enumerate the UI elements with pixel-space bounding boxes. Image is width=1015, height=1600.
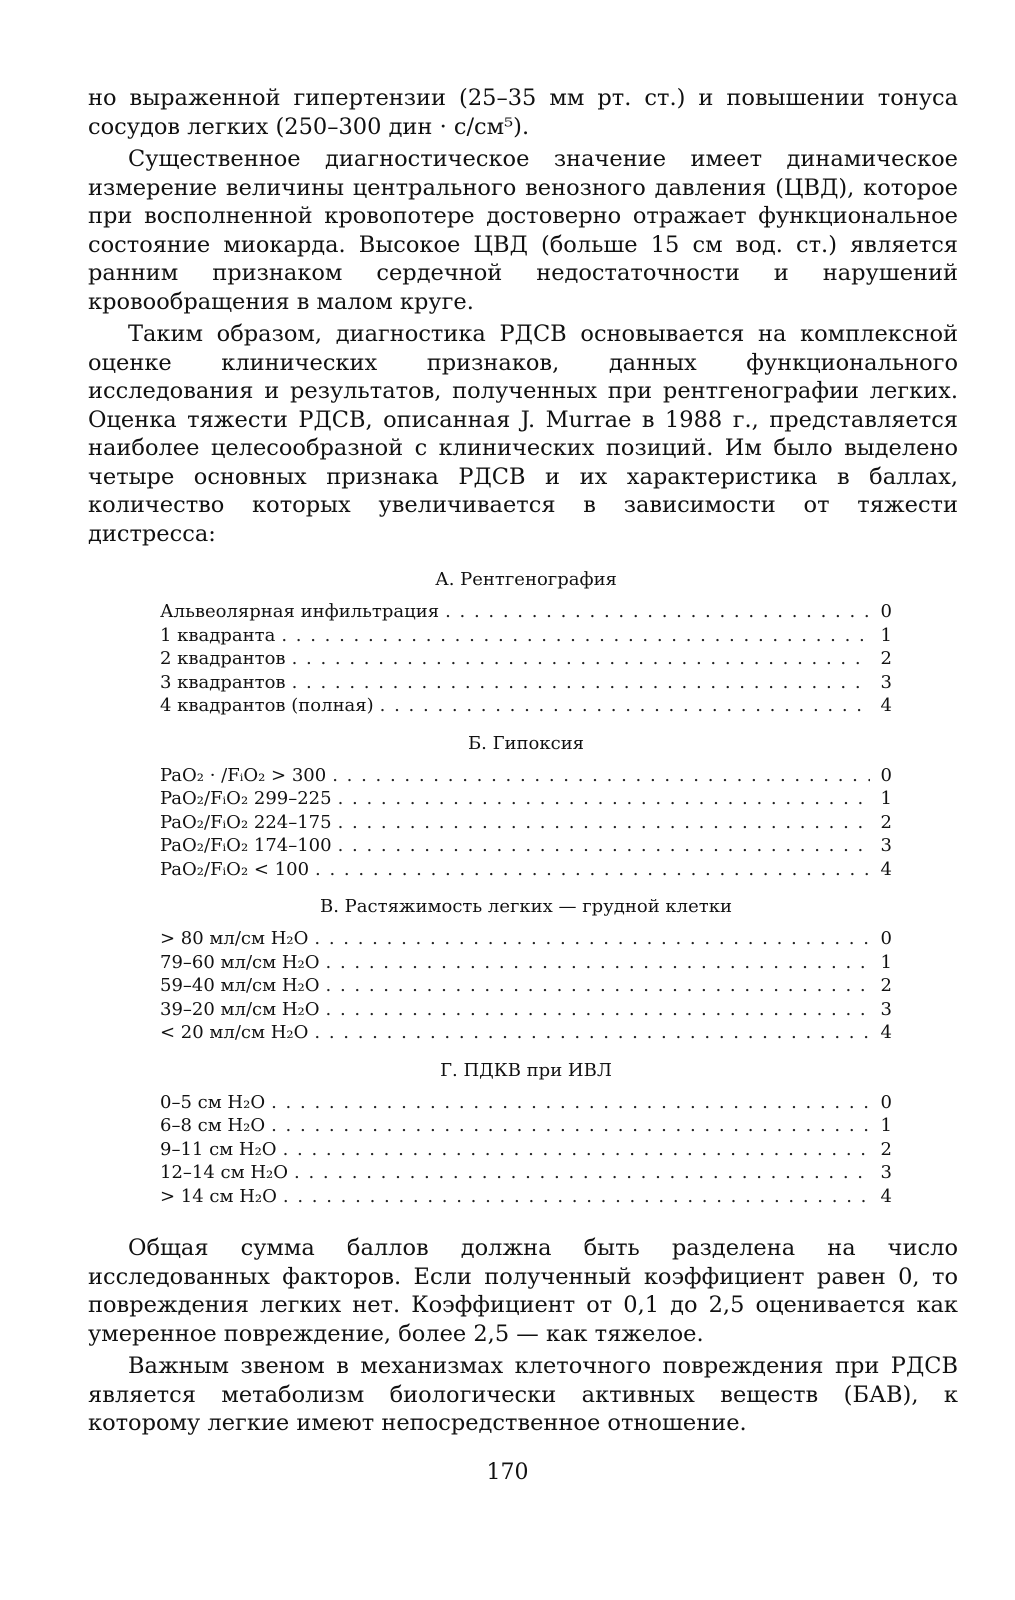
scale-row-score: 2 xyxy=(880,648,892,669)
scale-row xyxy=(160,1185,892,1209)
scale-row-label: 4 квадрантов (полная) xyxy=(160,695,374,716)
dot-leader xyxy=(283,1185,870,1209)
dot-leader xyxy=(338,787,870,811)
scale-row-label: > 80 мл/см H₂O xyxy=(160,928,309,949)
scale-row-score: 4 xyxy=(880,858,892,880)
dot-leader xyxy=(380,694,870,718)
scale-row xyxy=(160,764,892,788)
dot-leader xyxy=(271,1114,870,1138)
scale-row-score: 3 xyxy=(880,1162,892,1183)
scale-section-title: Б. Гипоксия xyxy=(467,732,585,754)
paragraph-ards-diagnosis: Таким образом, диагностика РДСВ основывается на комплексной оценке клинических признаков, данных функционального исследования и результатов, полученных при рентгенографии легких. Оценка тяжести РДСВ, описанная J. Murrae в 1988 г., представляется наиболее целесообразной с клинических позиций. Им было выделено четыре основных признака РДСВ и их характеристика в баллах, количество которых увеличивается в зависимости от тяжести дистресса: xyxy=(88,321,958,547)
scale-row xyxy=(160,811,892,835)
dot-leader xyxy=(292,671,870,695)
scale-row-score: 1 xyxy=(880,624,892,646)
scale-row-score: 3 xyxy=(880,998,892,1020)
scale-row-score: 1 xyxy=(880,951,892,973)
dot-leader xyxy=(326,951,870,975)
scale-row xyxy=(160,1114,892,1138)
dot-leader xyxy=(445,600,870,624)
scale-row-label: 6–8 см H₂O xyxy=(160,1115,266,1136)
scale-section-title: А. Рентгенография xyxy=(435,569,617,590)
dot-leader xyxy=(281,624,870,648)
scale-row xyxy=(160,671,892,695)
scale-row-score: 2 xyxy=(880,1138,892,1160)
scale-row xyxy=(160,600,892,624)
dot-leader xyxy=(283,1138,870,1162)
scale-row-label: 12–14 см H₂O xyxy=(160,1162,289,1183)
scale-row-label: 0–5 см H₂O xyxy=(160,1091,266,1113)
scale-row-score: 3 xyxy=(880,835,892,856)
paragraph-bav-metabolism: Важным звеном в механизмах клеточного повреждения при РДСВ является метаболизм биологически активных веществ (БАВ), к которому легкие имеют непосредственное отношение. xyxy=(88,1353,958,1436)
scale-row xyxy=(160,1021,892,1045)
dot-leader xyxy=(338,811,870,835)
paragraph-score-interpretation: Общая сумма баллов должна быть разделена на число исследованных факторов. Если полученный коэффициент равен 0, то повреждения легких нет. Коэффициент от 0,1 до 2,5 оценивается как умеренное повреждение, более 2,5 — как тяжелое. xyxy=(88,1235,958,1347)
scale-row xyxy=(160,974,892,998)
scale-row-label: 3 квадрантов xyxy=(160,671,286,693)
dot-leader xyxy=(332,764,870,788)
scale-row-score: 0 xyxy=(880,1091,892,1113)
scale-row-score: 3 xyxy=(880,671,892,693)
page-number: 170 xyxy=(486,1460,529,1485)
paragraph-cvp: Существенное диагностическое значение имеет динамическое измерение величины центрального венозного давления (ЦВД), которое при восполненной кровопотере достоверно отражает функциональное состояние миокарда. Высокое ЦВД (больше 15 см вод. ст.) является ранним признаком сердечной недостаточности и нарушений кровообращения в малом круге. xyxy=(88,146,958,315)
scale-row-score: 2 xyxy=(880,975,892,996)
scale-row-score: 4 xyxy=(880,1022,892,1043)
dot-leader xyxy=(315,858,870,882)
scale-row-score: 0 xyxy=(880,601,892,622)
scale-row-label: Альвеолярная инфильтрация xyxy=(160,601,440,622)
scale-row-label: < 20 мл/см H₂O xyxy=(160,1022,309,1043)
scale-row-label: 39–20 мл/см H₂O xyxy=(160,998,320,1020)
scale-row xyxy=(160,647,892,671)
scale-row-label: 2 квадрантов xyxy=(160,648,286,669)
scale-row xyxy=(160,694,892,718)
scale-row-score: 4 xyxy=(880,1185,892,1207)
scale-row xyxy=(160,787,892,811)
scale-row-score: 0 xyxy=(880,764,892,786)
scale-row xyxy=(160,927,892,951)
scale-section-title: В. Растяжимость легких — грудной клетки xyxy=(320,896,732,917)
scale-row xyxy=(160,1091,892,1115)
dot-leader xyxy=(314,1021,870,1045)
scale-row xyxy=(160,951,892,975)
scale-row xyxy=(160,834,892,858)
severity-scale xyxy=(160,568,892,1208)
dot-leader xyxy=(314,927,870,951)
scale-row-score: 0 xyxy=(880,928,892,949)
dot-leader xyxy=(338,834,870,858)
scale-row-label: PaO₂ · /FᵢO₂ > 300 xyxy=(160,764,327,786)
scale-row-score: 4 xyxy=(880,695,892,716)
dot-leader xyxy=(326,998,870,1022)
paragraph-continuation: но выраженной гипертензии (25–35 мм рт. ст.) и повышении тонуса сосудов легких (250–300 дин · с/см⁵). xyxy=(88,85,958,140)
dot-leader xyxy=(294,1161,870,1185)
scale-row xyxy=(160,1161,892,1185)
scale-row-score: 2 xyxy=(880,811,892,833)
scale-row-label: 79–60 мл/см H₂O xyxy=(160,951,320,973)
scale-row xyxy=(160,624,892,648)
page-body xyxy=(88,84,958,1438)
scale-row-label: PaO₂/FᵢO₂ < 100 xyxy=(160,858,310,880)
scale-row-score: 1 xyxy=(880,1115,892,1136)
scale-row xyxy=(160,1138,892,1162)
dot-leader xyxy=(326,974,870,998)
scale-row xyxy=(160,858,892,882)
dot-leader xyxy=(292,647,870,671)
scale-section-title: Г. ПДКВ при ИВЛ xyxy=(440,1059,612,1081)
scale-row xyxy=(160,998,892,1022)
scale-row-label: 9–11 см H₂O xyxy=(160,1138,277,1160)
scale-row-label: PaO₂/FᵢO₂ 224–175 xyxy=(160,811,332,833)
scale-row-label: PaO₂/FᵢO₂ 174–100 xyxy=(160,835,332,856)
scale-row-score: 1 xyxy=(880,788,892,809)
scale-row-label: PaO₂/FᵢO₂ 299–225 xyxy=(160,788,332,809)
dot-leader xyxy=(271,1091,870,1115)
scale-row-label: 59–40 мл/см H₂O xyxy=(160,975,320,996)
scale-row-label: > 14 см H₂O xyxy=(160,1185,277,1207)
scale-row-label: 1 квадранта xyxy=(160,624,276,646)
